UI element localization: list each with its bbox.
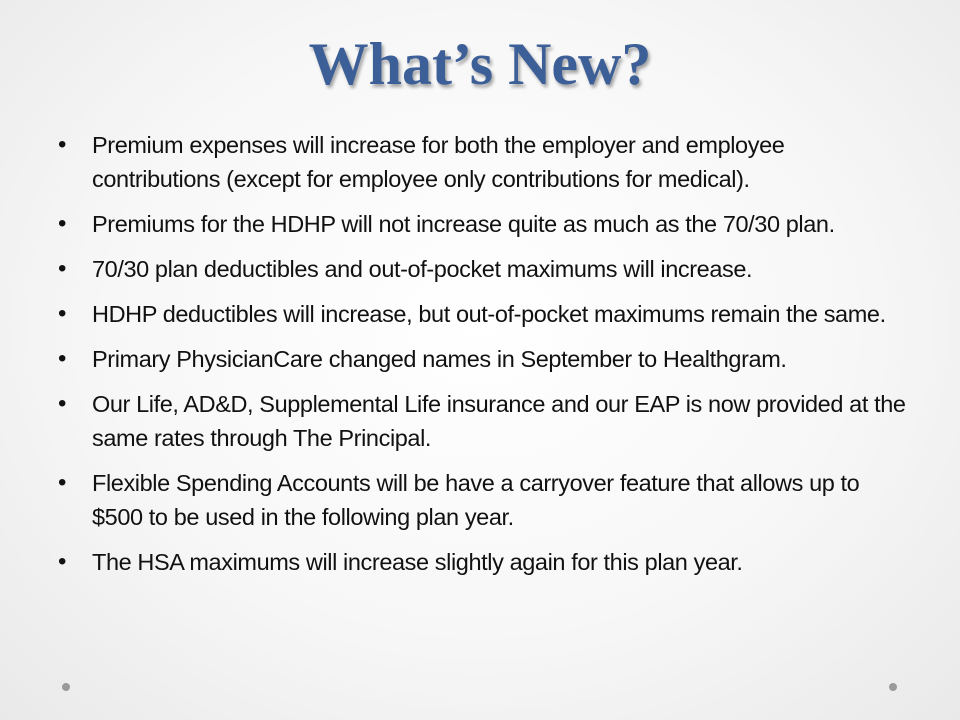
bullet-item (58, 466, 914, 534)
bullet-item (58, 128, 914, 196)
decorative-dot-left-icon (62, 683, 70, 691)
bullet-dot-icon: • (58, 300, 67, 327)
bullet-text: HDHP deductibles will increase, but out-of-pocket maximums remain the same. (92, 301, 886, 327)
bullet-text: Primary PhysicianCare changed names in September to Healthgram. (92, 346, 787, 372)
bullet-dot-icon: • (58, 210, 67, 237)
bullet-dot-icon: • (58, 131, 67, 158)
bullet-list (58, 128, 914, 590)
bullet-text: Premium expenses will increase for both the employer and employee contributions (except for employee only contributions for medical). (92, 132, 785, 192)
bullet-text: Premiums for the HDHP will not increase quite as much as the 70/30 plan. (92, 211, 835, 237)
bullet-dot-icon: • (58, 345, 67, 372)
bullet-item (58, 342, 914, 376)
slide-title: What’s New? (308, 31, 652, 97)
bullet-text: The HSA maximums will increase slightly again for this plan year. (92, 549, 743, 575)
bullet-item (58, 297, 914, 331)
bullet-text: 70/30 plan deductibles and out-of-pocket maximums will increase. (92, 256, 753, 282)
bullet-item (58, 545, 914, 579)
bullet-item (58, 252, 914, 286)
bullet-dot-icon: • (58, 255, 67, 282)
bullet-item (58, 207, 914, 241)
bullet-text: Flexible Spending Accounts will be have a carryover feature that allows up to $500 to be used in the following plan year. (92, 470, 860, 530)
decorative-dot-right-icon (889, 683, 897, 691)
bullet-dot-icon: • (58, 469, 67, 496)
bullet-item (58, 387, 914, 455)
bullet-text: Our Life, AD&D, Supplemental Life insurance and our EAP is now provided at the same rates through The Principal. (92, 391, 906, 451)
bullet-dot-icon: • (58, 390, 67, 417)
bullet-dot-icon: • (58, 548, 67, 575)
